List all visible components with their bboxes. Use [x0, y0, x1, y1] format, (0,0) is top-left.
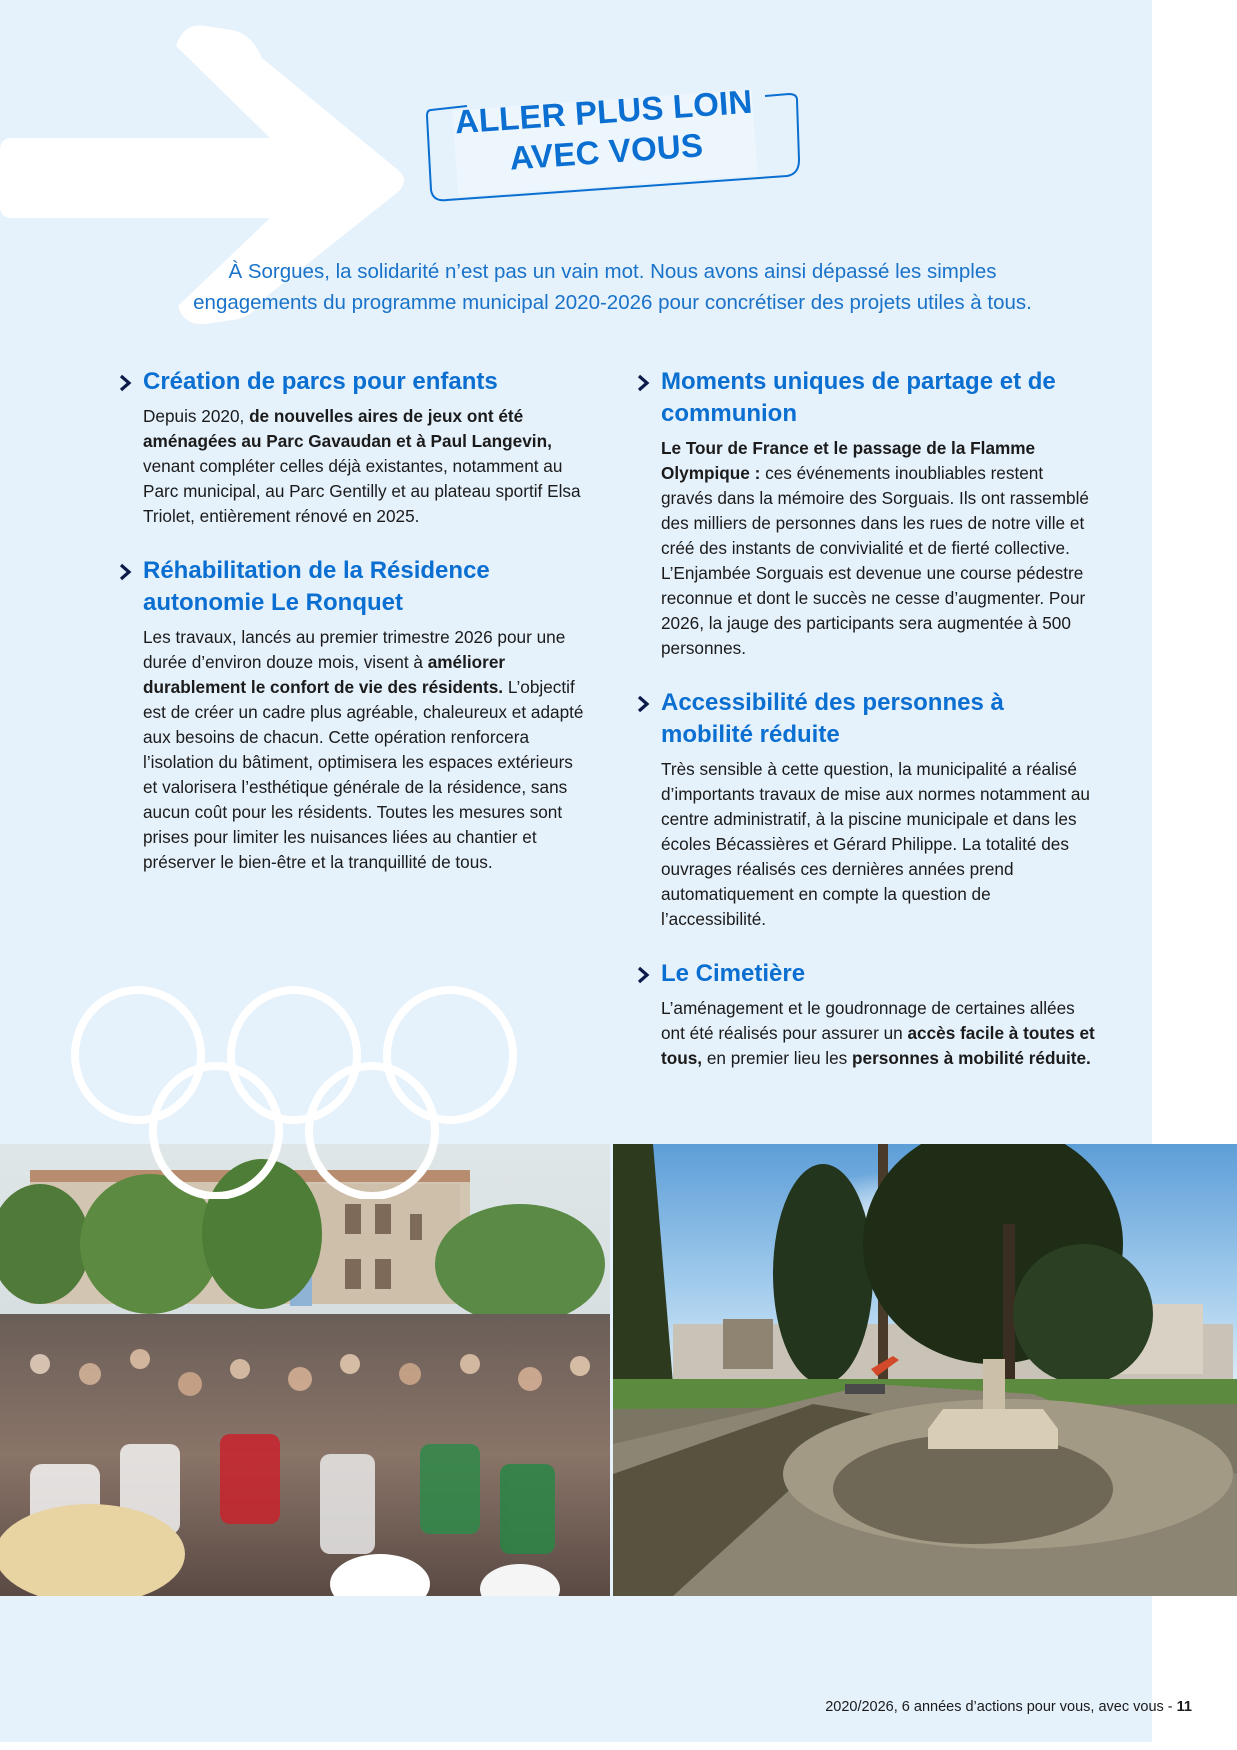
- section-residence: [118, 555, 588, 875]
- footer-text: 2020/2026, 6 années d’actions pour vous, avec vous -: [825, 1699, 1177, 1715]
- intro-line-2: engagements du programme municipal 2020-2026 pour concrétiser des projets utiles à tous.: [193, 291, 1032, 314]
- bold-text-run: améliorer durablement le confort de vie des résidents.: [143, 652, 506, 697]
- text-run: L’objectif est de créer un cadre plus agréable, chaleureux et adapté aux besoins de chacun. Cette opération renforcera l’isolation du bâtiment, optimisera les espaces extérieurs et valorisera l’esthétique générale de la résidence, sans aucun coût pour les résidents. Toutes les mesures sont prises pour limiter les nuisances liées au chantier et préserver le bien-être et la tranquillité de tous.: [143, 677, 584, 872]
- section-moments: [636, 366, 1096, 661]
- section-body: [143, 404, 588, 529]
- section-title: Création de parcs pour enfants: [143, 368, 498, 395]
- ring-2: [231, 990, 357, 1120]
- section-body: [661, 436, 1096, 661]
- olympic-rings-decoration: [70, 985, 530, 1199]
- section-title: Le Cimetière: [661, 960, 806, 987]
- section-title: Réhabilitation de la Résidence autonomie Le Ronquet: [143, 557, 490, 616]
- ring-1: [75, 990, 201, 1120]
- ring-3: [387, 990, 513, 1120]
- page-number: 11: [1176, 1699, 1192, 1715]
- text-run: L’aménagement et le goudronnage de certaines allées ont été réalisés pour assurer un: [661, 998, 1075, 1043]
- ring-5: [309, 1066, 435, 1196]
- section-parcs: [118, 366, 588, 529]
- section-cimetiere: [636, 958, 1096, 1071]
- section-body: [143, 625, 588, 875]
- crowd-photo: [0, 1144, 610, 1596]
- section-body: [661, 996, 1096, 1071]
- text-run: Les travaux, lancés au premier trimestre 2026 pour une durée d’environ douze mois, visent à: [143, 627, 566, 672]
- badge-line-2: AVEC VOUS: [508, 126, 705, 177]
- park-fountain-photo: [613, 1144, 1237, 1596]
- section-accessibilite: [636, 687, 1096, 932]
- text-run: Très sensible à cette question, la municipalité a réalisé d’importants travaux de mise aux normes notamment au centre administratif, à la piscine municipale et dans les écoles Bécassières et Gérard Philippe. La totalité des ouvrages réalisés ces dernières années prend automatiquement en compte la question de l’accessibilité.: [661, 759, 1090, 929]
- section-body: [661, 757, 1096, 932]
- intro-paragraph: [60, 256, 1165, 318]
- section-badge: [425, 82, 805, 206]
- text-run: venant compléter celles déjà existantes, notamment au Parc municipal, au Parc Gentilly et au plateau sportif Elsa Triolet, entièrement rénové en 2025.: [143, 456, 581, 526]
- section-title: Accessibilité des personnes à mobilité réduite: [661, 689, 1004, 748]
- chevron-right-icon: [118, 374, 132, 392]
- bold-text-run: de nouvelles aires de jeux ont été aménagées au Parc Gavaudan et à Paul Langevin,: [143, 406, 552, 451]
- chevron-right-icon: [636, 374, 650, 392]
- chevron-right-icon: [636, 695, 650, 713]
- bold-text-run: personnes à mobilité réduite.: [852, 1048, 1091, 1068]
- chevron-right-icon: [118, 563, 132, 581]
- left-column: [118, 366, 588, 895]
- badge-line-1: ALLER PLUS LOIN: [453, 82, 754, 141]
- chevron-right-icon: [636, 966, 650, 984]
- ring-4: [153, 1066, 279, 1196]
- text-run: en premier lieu les: [702, 1048, 853, 1068]
- text-run: ces événements inoubliables restent gravés dans la mémoire des Sorguais. Ils ont rassemblé des milliers de personnes dans les rues de notre ville et créé des instants de convivialité et de fierté collective. L’Enjambée Sorguais est devenue une course pédestre reconnue et dont le succès ne cesse d’augmenter. Pour 2026, la jauge des participants sera augmentée à 500 personnes.: [661, 463, 1089, 658]
- text-run: Depuis 2020,: [143, 406, 250, 426]
- page-footer: [825, 1697, 1192, 1717]
- bold-text-run: Le Tour de France et le passage de la Flamme Olympique :: [661, 438, 1036, 483]
- section-title: Moments uniques de partage et de communion: [661, 368, 1056, 427]
- bold-text-run: accès facile à toutes et tous,: [661, 1023, 1095, 1068]
- intro-line-1: À Sorgues, la solidarité n’est pas un vain mot. Nous avons ainsi dépassé les simples: [228, 260, 997, 283]
- right-column: [636, 366, 1096, 1091]
